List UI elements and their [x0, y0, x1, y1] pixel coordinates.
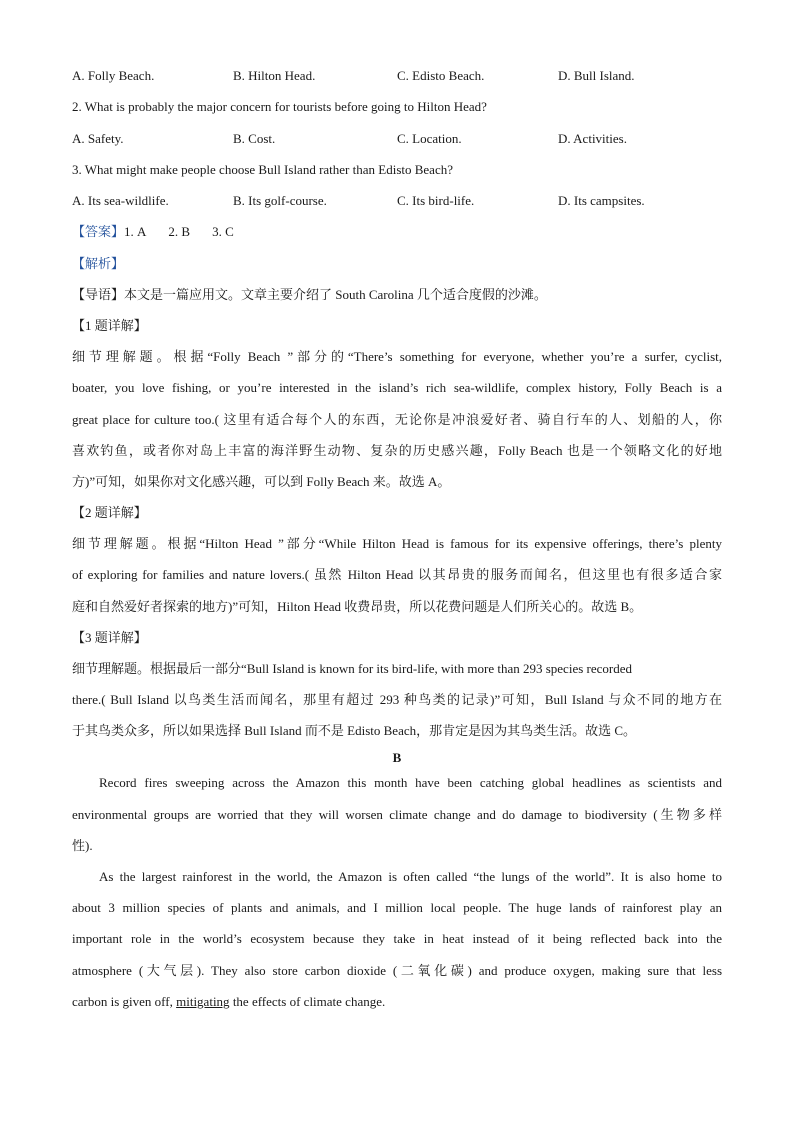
- q3-detail-line: there.( Bull Island 以鸟类生活而闻名，那里有超过 293 种鸟类的记录)”可知，Bull Island 与众不同的地方在: [72, 692, 722, 707]
- q1-option-a: A. Folly Beach.: [72, 68, 155, 83]
- para1-line: Record fires sweeping across the Amazon this month have been catching global headlines as scientists and: [99, 775, 722, 790]
- q2-option-d: D. Activities.: [558, 131, 627, 146]
- q1-detail-label: 【1 题详解】: [72, 318, 147, 333]
- para2-text: carbon is given off,: [72, 994, 177, 1009]
- q1-detail-line: 喜欢钓鱼，或者你对岛上丰富的海洋野生动物、复杂的历史感兴趣，Folly Beach 也是一个领略文化的好地: [72, 443, 722, 458]
- q1-detail-line: great place for culture too.( 这里有适合每个人的东西，无论你是冲浪爱好者、骑自行车的人、划船的人，你: [72, 412, 722, 427]
- q1-detail-line: 方)”可知，如果你对文化感兴趣，可以到 Folly Beach 来。故选 A。: [72, 474, 451, 489]
- guide-label: 【导语】: [72, 287, 125, 302]
- guide-text: 本文是一篇应用文。文章主要介绍了 South Carolina 几个适合度假的沙滩。: [124, 287, 547, 302]
- para1-line: environmental groups are worried that they will worsen climate change and do damage to biodiversity (生物多样: [72, 807, 722, 822]
- q2-detail-line: of exploring for families and nature lovers.( 虽然 Hilton Head 以其昂贵的服务而闻名，但这里也有很多适合家: [72, 567, 722, 582]
- q3-option-a: A. Its sea-wildlife.: [72, 193, 169, 208]
- q1-detail-line: 细节理解题。根据“Folly Beach ”部分的“There’s something for everyone, whether you’re a surfer, cyclist,: [72, 349, 722, 364]
- q2-option-a: A. Safety.: [72, 131, 124, 146]
- answer-1: 1. A: [124, 224, 147, 239]
- guide-line: [72, 285, 547, 305]
- para2-line: about 3 million species of plants and animals, and I million local people. The huge lands of rainforest play an: [72, 900, 722, 915]
- q3-detail-line: 于其鸟类众多，所以如果选择 Bull Island 而不是 Edisto Beach，那肯定是因为其鸟类生活。故选 C。: [72, 723, 637, 738]
- para2-text: the effects of climate change.: [229, 994, 386, 1009]
- q2-detail-line: 细节理解题。根据“Hilton Head ”部分“While Hilton Head is famous for its expensive offerings, there’s plenty: [72, 536, 722, 551]
- underlined-word: mitigating: [176, 994, 230, 1009]
- q1-option-c: C. Edisto Beach.: [397, 68, 485, 83]
- answer-3: 3. C: [212, 224, 234, 239]
- q3-detail-line: 细节理解题。根据最后一部分“Bull Island is known for its bird-life, with more than 293 species recorded: [72, 661, 632, 676]
- q2-option-c: C. Location.: [397, 131, 462, 146]
- section-heading: B: [392, 750, 402, 765]
- q1-option-d: D. Bull Island.: [558, 68, 635, 83]
- para2-last-line: [72, 992, 385, 1012]
- para2-line: atmosphere (大气层). They also store carbon dioxide (二氧化碳) and produce oxygen, making sure that less: [72, 963, 722, 978]
- q2-option-b: B. Cost.: [233, 131, 276, 146]
- para2-line: As the largest rainforest in the world, the Amazon is often called “the lungs of the world”. It is also home to: [99, 869, 722, 884]
- q3-option-d: D. Its campsites.: [558, 193, 645, 208]
- q2-detail-label: 【2 题详解】: [72, 505, 147, 520]
- q1-option-b: B. Hilton Head.: [233, 68, 316, 83]
- answer-label: 【答案】: [72, 224, 125, 239]
- para2-line: important role in the world’s ecosystem because they take in heat instead of it being reflected back into the: [72, 931, 722, 946]
- q3-option-b: B. Its golf-course.: [233, 193, 327, 208]
- question-2: 2. What is probably the major concern for tourists before going to Hilton Head?: [72, 99, 487, 114]
- q2-detail-line: 庭和自然爱好者探索的地方)”可知，Hilton Head 收费昂贵，所以花费问题是人们所关心的。故选 B。: [72, 599, 643, 614]
- q3-detail-label: 【3 题详解】: [72, 630, 147, 645]
- question-3: 3. What might make people choose Bull Island rather than Edisto Beach?: [72, 162, 453, 177]
- q3-option-c: C. Its bird-life.: [397, 193, 475, 208]
- para1-line: 性).: [72, 838, 93, 853]
- answer-line: [72, 222, 234, 242]
- q1-detail-line: boater, you love fishing, or you’re interested in the island’s rich sea-wildlife, complex history, Folly Beach is a: [72, 380, 722, 395]
- analysis-label: 【解析】: [72, 256, 125, 271]
- answer-2: 2. B: [168, 224, 191, 239]
